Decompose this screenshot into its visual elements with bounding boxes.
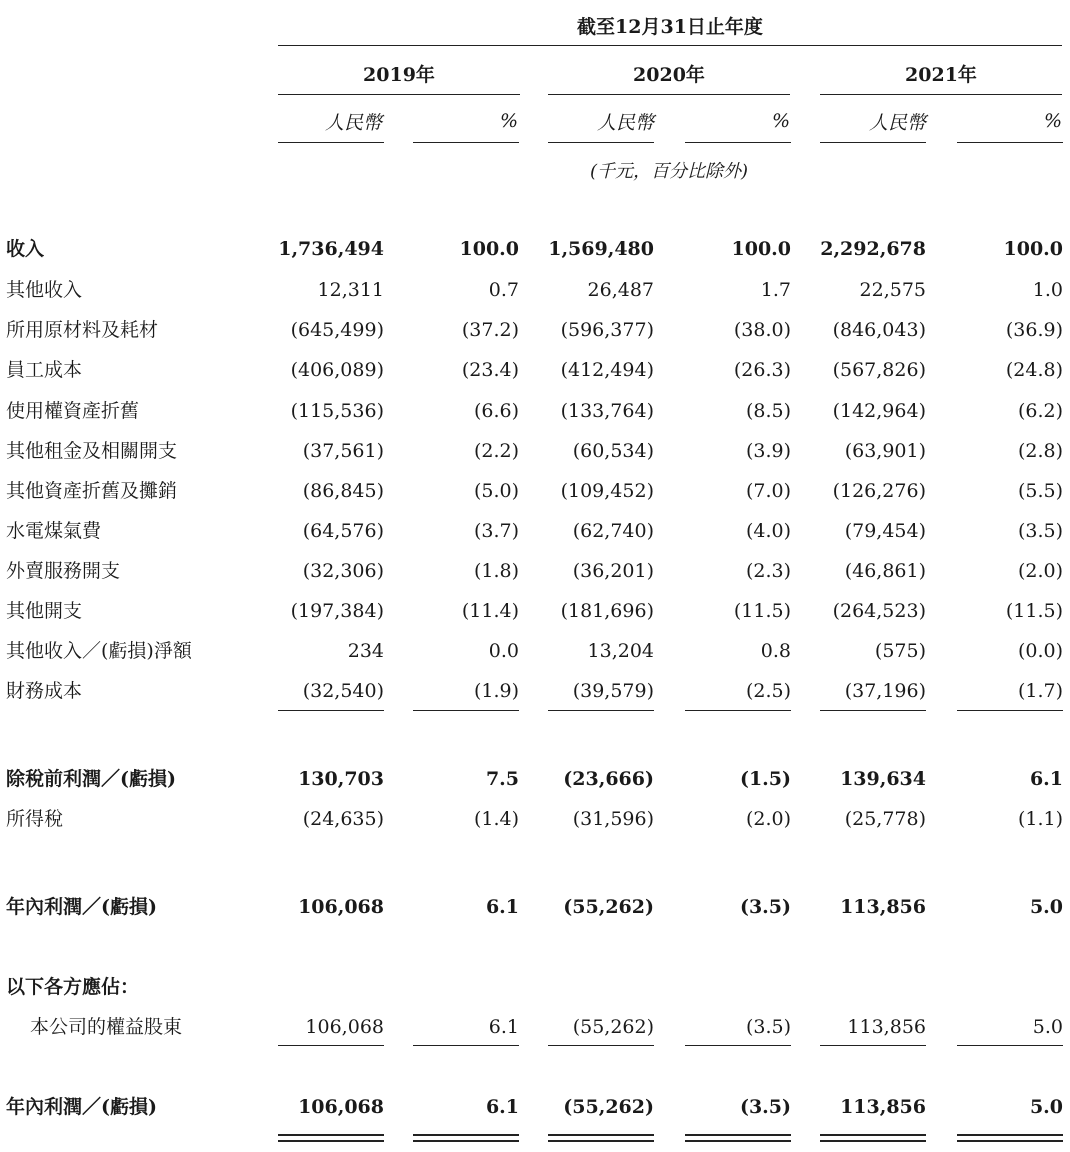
amount-cell: (575) xyxy=(874,640,926,662)
row-label: 所得稅 xyxy=(6,808,64,830)
period-heading: 截至12月31日止年度 xyxy=(577,16,763,38)
percent-cell: (0.0) xyxy=(1017,640,1063,662)
row-label: 以下各方應佔： xyxy=(6,976,140,998)
percent-cell: 6.1 xyxy=(1029,768,1063,790)
percent-cell: 7.5 xyxy=(485,768,519,790)
amount-cell: (115,536) xyxy=(290,400,384,422)
amount-cell: 234 xyxy=(347,640,384,662)
amount-cell: (37,196) xyxy=(844,680,926,702)
amount-cell: (64,576) xyxy=(302,520,384,542)
currency-header-2020: 人民幣 xyxy=(596,112,654,134)
amount-cell: (412,494) xyxy=(560,359,654,381)
subtotal-rule xyxy=(820,710,926,711)
percent-cell: (2.8) xyxy=(1017,440,1063,462)
percent-cell: 1.7 xyxy=(760,279,791,301)
table-row xyxy=(0,596,1070,626)
total-double-rule xyxy=(278,1134,384,1142)
total-double-rule xyxy=(820,1134,926,1142)
percent-cell: 6.1 xyxy=(485,1096,519,1118)
row-label: 其他收入 xyxy=(6,279,83,301)
table-row xyxy=(0,516,1070,546)
year-2020-header: 2020年 xyxy=(633,64,705,86)
percent-cell: (3.7) xyxy=(473,520,519,542)
percent-cell: (3.5) xyxy=(1017,520,1063,542)
percent-cell: 6.1 xyxy=(485,896,519,918)
row-label: 其他開支 xyxy=(6,600,83,622)
row-label: 員工成本 xyxy=(6,359,83,381)
table-row xyxy=(0,1012,1070,1042)
sub-rule xyxy=(413,142,519,143)
percent-cell: (24.8) xyxy=(1005,359,1063,381)
table-row xyxy=(0,315,1070,345)
amount-cell: (46,861) xyxy=(844,560,926,582)
row-label: 其他收入／(虧損)淨額 xyxy=(6,640,192,662)
percent-cell: (5.0) xyxy=(473,480,519,502)
year-rule-2019 xyxy=(278,94,520,95)
percent-cell: (37.2) xyxy=(461,319,519,341)
percent-cell: (2.0) xyxy=(1017,560,1063,582)
row-label: 除稅前利潤／(虧損) xyxy=(6,768,176,790)
amount-cell: 26,487 xyxy=(587,279,654,301)
amount-cell: (197,384) xyxy=(290,600,384,622)
total-double-rule xyxy=(413,1134,519,1142)
period-rule xyxy=(278,45,1062,46)
amount-cell: (55,262) xyxy=(563,896,654,918)
currency-header-2019: 人民幣 xyxy=(324,112,382,134)
table-row xyxy=(0,476,1070,506)
percent-cell: (26.3) xyxy=(733,359,791,381)
amount-cell: 22,575 xyxy=(859,279,926,301)
amount-cell: (567,826) xyxy=(832,359,926,381)
table-row xyxy=(0,436,1070,466)
percent-cell: (2.3) xyxy=(745,560,791,582)
percent-cell: 100.0 xyxy=(459,238,519,260)
year-2019-header: 2019年 xyxy=(363,64,435,86)
amount-cell: (63,901) xyxy=(844,440,926,462)
percent-header-2020: % xyxy=(771,110,790,132)
percent-header-2021: % xyxy=(1043,110,1062,132)
percent-cell: 1.0 xyxy=(1032,279,1063,301)
amount-cell: (32,306) xyxy=(302,560,384,582)
percent-cell: (1.4) xyxy=(473,808,519,830)
percent-cell: 0.7 xyxy=(488,279,519,301)
sub-rule xyxy=(548,142,654,143)
subtotal-rule xyxy=(278,710,384,711)
percent-cell: 6.1 xyxy=(488,1016,519,1038)
percent-cell: (1.5) xyxy=(739,768,791,790)
row-label: 其他資產折舊及攤銷 xyxy=(6,480,178,502)
percent-cell: (11.5) xyxy=(1005,600,1063,622)
percent-header-2019: % xyxy=(499,110,518,132)
amount-cell: (406,089) xyxy=(290,359,384,381)
year-2021-header: 2021年 xyxy=(905,64,977,86)
amount-cell: (31,596) xyxy=(572,808,654,830)
percent-cell: 5.0 xyxy=(1029,896,1063,918)
percent-cell: (5.5) xyxy=(1017,480,1063,502)
amount-cell: 12,311 xyxy=(317,279,384,301)
percent-cell: (3.9) xyxy=(745,440,791,462)
percent-cell: (2.5) xyxy=(745,680,791,702)
table-row xyxy=(0,234,1070,264)
amount-cell: (846,043) xyxy=(832,319,926,341)
table-row xyxy=(0,556,1070,586)
amount-cell: (264,523) xyxy=(832,600,926,622)
amount-cell: 139,634 xyxy=(840,768,926,790)
amount-cell: (55,262) xyxy=(563,1096,654,1118)
amount-cell: (596,377) xyxy=(560,319,654,341)
table-row xyxy=(0,275,1070,305)
percent-cell: 0.8 xyxy=(760,640,791,662)
amount-cell: 106,068 xyxy=(305,1016,384,1038)
amount-cell: 2,292,678 xyxy=(820,238,926,260)
amount-cell: (142,964) xyxy=(832,400,926,422)
amount-cell: (133,764) xyxy=(560,400,654,422)
amount-cell: (32,540) xyxy=(302,680,384,702)
percent-cell: (1.7) xyxy=(1017,680,1063,702)
percent-cell: (6.6) xyxy=(473,400,519,422)
amount-cell: (55,262) xyxy=(572,1016,654,1038)
subtotal-rule xyxy=(278,1045,384,1046)
percent-cell: (3.5) xyxy=(745,1016,791,1038)
row-label: 使用權資產折舊 xyxy=(6,400,140,422)
percent-cell: (6.2) xyxy=(1017,400,1063,422)
currency-header-2021: 人民幣 xyxy=(868,112,926,134)
subtotal-rule xyxy=(820,1045,926,1046)
amount-cell: (25,778) xyxy=(844,808,926,830)
total-double-rule xyxy=(548,1134,654,1142)
table-row xyxy=(0,396,1070,426)
percent-cell: (2.2) xyxy=(473,440,519,462)
percent-cell: 5.0 xyxy=(1029,1096,1063,1118)
amount-cell: (24,635) xyxy=(302,808,384,830)
row-label: 本公司的權益股東 xyxy=(30,1016,183,1038)
table-row xyxy=(0,892,1070,922)
sub-rule xyxy=(957,142,1063,143)
percent-cell: (8.5) xyxy=(745,400,791,422)
amount-cell: (126,276) xyxy=(832,480,926,502)
row-label: 收入 xyxy=(6,238,45,260)
row-label: 年內利潤／(虧損) xyxy=(6,896,157,918)
subtotal-rule xyxy=(957,710,1063,711)
subtotal-rule xyxy=(548,1045,654,1046)
amount-cell: 106,068 xyxy=(298,896,384,918)
table-row xyxy=(0,972,1070,1002)
percent-cell: 0.0 xyxy=(488,640,519,662)
sub-rule xyxy=(820,142,926,143)
percent-cell: (11.4) xyxy=(461,600,519,622)
subtotal-rule xyxy=(685,1045,791,1046)
amount-cell: 13,204 xyxy=(587,640,654,662)
subtotal-rule xyxy=(957,1045,1063,1046)
percent-cell: (1.1) xyxy=(1017,808,1063,830)
amount-cell: (62,740) xyxy=(572,520,654,542)
percent-cell: (38.0) xyxy=(733,319,791,341)
row-label: 外賣服務開支 xyxy=(6,560,121,582)
amount-cell: 106,068 xyxy=(298,1096,384,1118)
subtotal-rule xyxy=(548,710,654,711)
amount-cell: (39,579) xyxy=(572,680,654,702)
row-label: 年內利潤／(虧損) xyxy=(6,1096,157,1118)
percent-cell: 5.0 xyxy=(1032,1016,1063,1038)
amount-cell: 113,856 xyxy=(847,1016,926,1038)
percent-cell: (1.9) xyxy=(473,680,519,702)
amount-cell: (86,845) xyxy=(302,480,384,502)
table-row xyxy=(0,355,1070,385)
amount-cell: 113,856 xyxy=(840,896,926,918)
percent-cell: (3.5) xyxy=(739,1096,791,1118)
subtotal-rule xyxy=(413,1045,519,1046)
percent-cell: (3.5) xyxy=(739,896,791,918)
total-double-rule xyxy=(957,1134,1063,1142)
amount-cell: (79,454) xyxy=(844,520,926,542)
sub-rule xyxy=(278,142,384,143)
table-row xyxy=(0,1092,1070,1122)
amount-cell: (109,452) xyxy=(560,480,654,502)
amount-cell: (181,696) xyxy=(560,600,654,622)
amount-cell: 1,569,480 xyxy=(548,238,654,260)
subtotal-rule xyxy=(685,710,791,711)
sub-rule xyxy=(685,142,791,143)
year-rule-2020 xyxy=(548,94,790,95)
percent-cell: (1.8) xyxy=(473,560,519,582)
amount-cell: (60,534) xyxy=(572,440,654,462)
percent-cell: 100.0 xyxy=(731,238,791,260)
amount-cell: (37,561) xyxy=(302,440,384,462)
subtotal-rule xyxy=(413,710,519,711)
percent-cell: (7.0) xyxy=(745,480,791,502)
percent-cell: 100.0 xyxy=(1003,238,1063,260)
amount-cell: (23,666) xyxy=(563,768,654,790)
table-row xyxy=(0,764,1070,794)
row-label: 財務成本 xyxy=(6,680,83,702)
table-row xyxy=(0,804,1070,834)
row-label: 所用原材料及耗材 xyxy=(6,319,159,341)
row-label: 水電煤氣費 xyxy=(6,520,102,542)
amount-cell: 130,703 xyxy=(298,768,384,790)
amount-cell: 113,856 xyxy=(840,1096,926,1118)
table-row xyxy=(0,676,1070,706)
row-label: 其他租金及相關開支 xyxy=(6,440,178,462)
percent-cell: (23.4) xyxy=(461,359,519,381)
year-rule-2021 xyxy=(820,94,1062,95)
unit-note: (千元，百分比除外) xyxy=(589,161,749,182)
percent-cell: (11.5) xyxy=(733,600,791,622)
percent-cell: (4.0) xyxy=(745,520,791,542)
table-row xyxy=(0,636,1070,666)
percent-cell: (2.0) xyxy=(745,808,791,830)
amount-cell: (36,201) xyxy=(572,560,654,582)
amount-cell: 1,736,494 xyxy=(278,238,384,260)
percent-cell: (36.9) xyxy=(1005,319,1063,341)
amount-cell: (645,499) xyxy=(290,319,384,341)
total-double-rule xyxy=(685,1134,791,1142)
